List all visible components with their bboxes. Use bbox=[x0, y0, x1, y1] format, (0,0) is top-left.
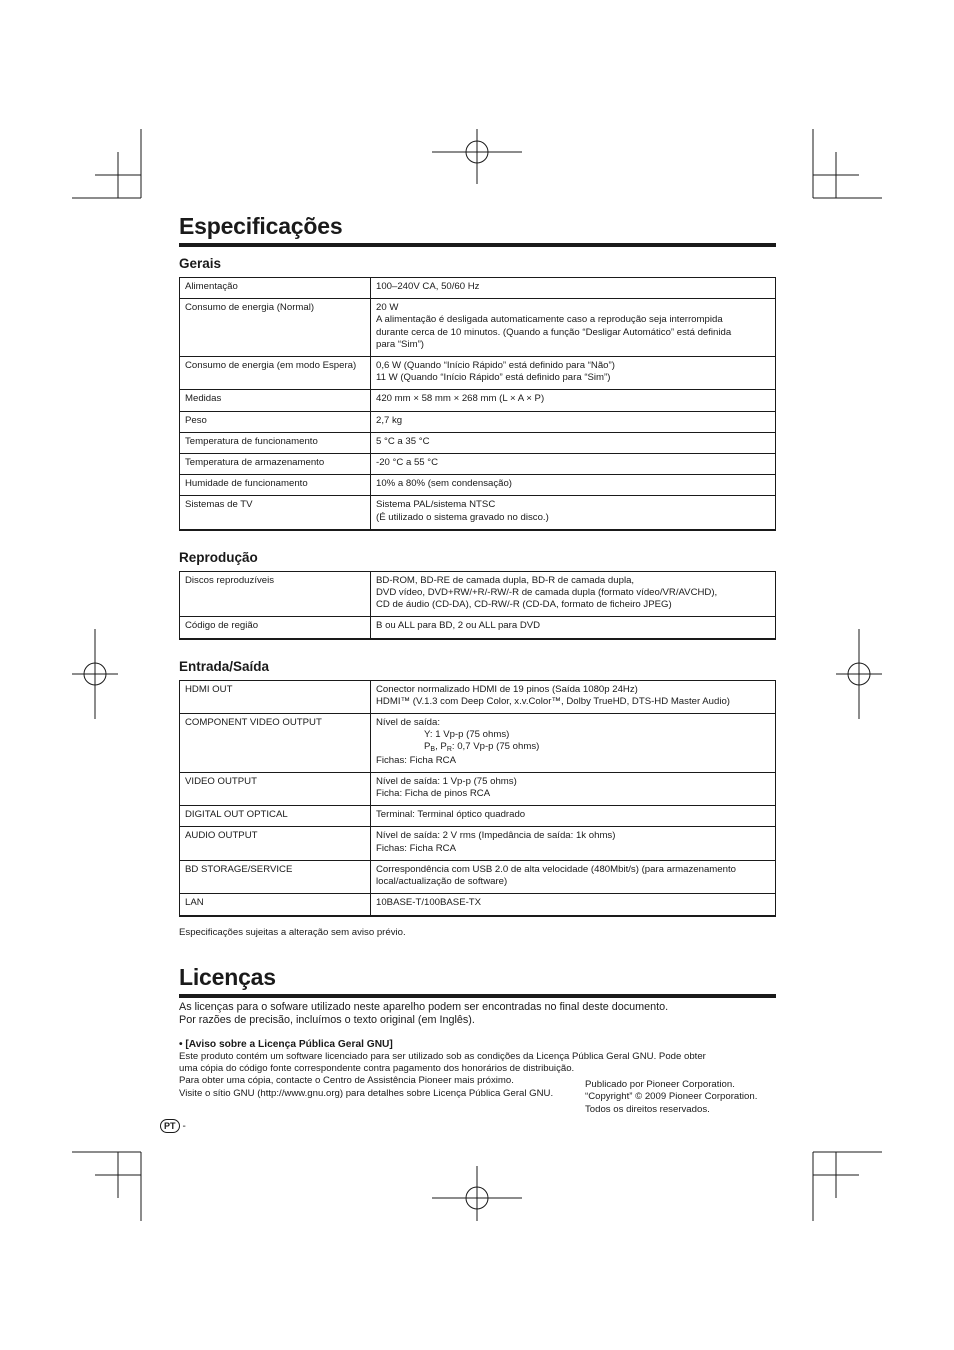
publisher-block bbox=[585, 1079, 757, 1116]
spec-value bbox=[371, 432, 776, 453]
value-line: 10% a 80% (sem condensação) bbox=[376, 478, 512, 490]
licencas-title: Licenças bbox=[179, 962, 776, 998]
pb-subscript: B bbox=[430, 746, 436, 754]
spec-value bbox=[371, 806, 776, 827]
table-row bbox=[180, 475, 776, 496]
spec-key: Sistemas de TV bbox=[180, 496, 371, 530]
spec-value bbox=[371, 278, 776, 299]
value-line: 10BASE-T/100BASE-TX bbox=[376, 897, 482, 909]
value-line: DVD vídeo, DVD+RW/+R/-RW/-R de camada dupla (formato vídeo/VR/AVCHD), bbox=[376, 587, 718, 599]
spec-value bbox=[371, 571, 776, 617]
pr-letter: , P bbox=[435, 741, 447, 753]
spec-key: COMPONENT VIDEO OUTPUT bbox=[180, 714, 371, 773]
value-line: Nível de saída: 1 Vp-p (75 ohms) bbox=[376, 775, 517, 787]
spec-key: Consumo de energia (Normal) bbox=[180, 299, 371, 357]
value-line: 2,7 kg bbox=[376, 414, 403, 426]
spec-key: AUDIO OUTPUT bbox=[180, 827, 371, 860]
value-line: 420 mm × 58 mm × 268 mm (L × A × P) bbox=[376, 393, 545, 405]
spec-key: Temperatura de funcionamento bbox=[180, 432, 371, 453]
spec-key: Medidas bbox=[180, 390, 371, 411]
table-row bbox=[180, 714, 776, 773]
entrada-heading: Entrada/Saída bbox=[179, 658, 270, 674]
value-line: Y: 1 Vp-p (75 ohms) bbox=[424, 729, 510, 741]
spec-key: Alimentação bbox=[180, 278, 371, 299]
value-line: 100–240V CA, 50/60 Hz bbox=[376, 281, 480, 292]
page-number-suffix: - bbox=[182, 1120, 186, 1132]
table-row bbox=[180, 411, 776, 432]
spec-value bbox=[371, 680, 776, 713]
value-line: Ficha: Ficha de pinos RCA bbox=[376, 788, 491, 800]
table-row bbox=[180, 860, 776, 893]
gerais-table-body bbox=[180, 278, 776, 530]
spec-key: Consumo de energia (em modo Espera) bbox=[180, 357, 371, 390]
spec-value bbox=[371, 496, 776, 530]
table-row bbox=[180, 571, 776, 617]
table-row bbox=[180, 894, 776, 916]
spec-key: Peso bbox=[180, 411, 371, 432]
pb-letter: P bbox=[424, 741, 431, 753]
value-line: Fichas: Ficha RCA bbox=[376, 842, 456, 854]
gerais-table bbox=[179, 277, 776, 531]
spec-key: Código de região bbox=[180, 617, 371, 639]
spec-value bbox=[371, 475, 776, 496]
table-row bbox=[180, 357, 776, 390]
page-language-badge bbox=[160, 1119, 186, 1133]
value-line: HDMI™ (V.1.3 com Deep Color, x.v.Color™, Dolby TrueHD, DTS-HD Master Audio) bbox=[376, 695, 731, 707]
value-line: -20 °C a 55 °C bbox=[376, 457, 439, 469]
table-row bbox=[180, 617, 776, 639]
spec-value bbox=[371, 299, 776, 357]
value-line: Sistema PAL/sistema NTSC bbox=[376, 499, 496, 511]
table-row bbox=[180, 278, 776, 299]
value-line: Nível de saída: bbox=[376, 717, 440, 729]
gnu-heading: • [Aviso sobre a Licença Pública Geral GNU] bbox=[179, 1038, 393, 1050]
value-line: Fichas: Ficha RCA bbox=[376, 754, 456, 766]
spec-key: Discos reproduzíveis bbox=[180, 571, 371, 617]
value-line: CD de áudio (CD-DA), CD-RW/-R (CD-DA, formato de ficheiro JPEG) bbox=[376, 599, 672, 611]
entrada-table-body bbox=[180, 680, 776, 772]
value-line: B ou ALL para BD, 2 ou ALL para DVD bbox=[376, 620, 541, 632]
spec-key: BD STORAGE/SERVICE bbox=[180, 860, 371, 893]
spec-value bbox=[371, 860, 776, 893]
spec-value bbox=[371, 390, 776, 411]
spec-note: Especificações sujeitas a alteração sem aviso prévio. bbox=[179, 926, 406, 938]
spec-value bbox=[371, 714, 776, 773]
value-line: 11 W (Quando “Início Rápido” está definido para “Sim”) bbox=[376, 372, 611, 384]
p-value: : 0,7 Vp-p (75 ohms) bbox=[451, 741, 540, 753]
value-line: A alimentação é desligada automaticamente caso a reprodução seja interrompida bbox=[376, 314, 723, 326]
value-line bbox=[376, 741, 770, 754]
entrada-table bbox=[179, 680, 776, 917]
value-line: durante cerca de 10 minutos. (Quando a função “Desligar Automático” está definida bbox=[376, 326, 732, 338]
table-row bbox=[180, 299, 776, 357]
value-line: Nível de saída: 2 V rms (Impedância de saída: 1k ohms) bbox=[376, 830, 616, 842]
spec-value bbox=[371, 357, 776, 390]
language-code: PT bbox=[160, 1119, 180, 1133]
value-line: Correspondência com USB 2.0 de alta velocidade (480Mbit/s) (para armazenamento bbox=[376, 863, 736, 875]
value-line: (É utilizado o sistema gravado no disco.) bbox=[376, 511, 549, 523]
table-row bbox=[180, 454, 776, 475]
spec-key: Humidade de funcionamento bbox=[180, 475, 371, 496]
spec-key: DIGITAL OUT OPTICAL bbox=[180, 806, 371, 827]
spec-value bbox=[371, 827, 776, 860]
spec-title: Especificações bbox=[179, 211, 776, 247]
gerais-heading: Gerais bbox=[179, 256, 222, 271]
value-line: 5 °C a 35 °C bbox=[376, 435, 430, 447]
value-line: Conector normalizado HDMI de 19 pinos (Saída 1080p 24Hz) bbox=[376, 683, 638, 695]
gnu-line: Para obter uma cópia, contacte o Centro de Assistência Pioneer mais próximo. bbox=[179, 1075, 514, 1087]
intro-line: Por razões de precisão, incluímos o texto original (em Inglês). bbox=[179, 1013, 475, 1026]
spec-value bbox=[371, 454, 776, 475]
spec-value bbox=[371, 894, 776, 916]
licencas-intro bbox=[179, 1001, 776, 1027]
spec-value bbox=[371, 411, 776, 432]
value-line: 0,6 W (Quando “Início Rápido” está definido para “Não”) bbox=[376, 360, 615, 372]
entrada-table-body-rest bbox=[180, 772, 776, 915]
spec-key: VIDEO OUTPUT bbox=[180, 772, 371, 805]
spec-value bbox=[371, 617, 776, 639]
reproducao-heading: Reprodução bbox=[179, 549, 258, 565]
table-row bbox=[180, 806, 776, 827]
gnu-line: Visite o sítio GNU (http://www.gnu.org) para detalhes sobre Licença Pública Geral GNU. bbox=[179, 1087, 554, 1099]
value-line: local/actualização de software) bbox=[376, 876, 508, 888]
spec-key: LAN bbox=[180, 894, 371, 916]
table-row bbox=[180, 390, 776, 411]
gnu-line: uma cópia do código fonte correspondente contra pagamento dos honorários de distribuição. bbox=[179, 1062, 575, 1074]
value-line: BD-ROM, BD-RE de camada dupla, BD-R de camada dupla, bbox=[376, 574, 635, 586]
table-row bbox=[180, 772, 776, 805]
intro-line: As licenças para o sofware utilizado neste aparelho podem ser encontradas no final deste documento. bbox=[179, 1000, 669, 1013]
publisher-line: Todos os direitos reservados. bbox=[585, 1103, 710, 1115]
reproducao-table bbox=[179, 571, 776, 640]
spec-key: Temperatura de armazenamento bbox=[180, 454, 371, 475]
pr-subscript: R bbox=[446, 746, 452, 754]
page-content bbox=[179, 211, 776, 1100]
publisher-line: “Copyright” © 2009 Pioneer Corporation. bbox=[585, 1091, 758, 1103]
spec-value bbox=[371, 772, 776, 805]
table-row bbox=[180, 680, 776, 713]
value-line: para “Sim”) bbox=[376, 338, 424, 350]
value-line: 20 W bbox=[376, 302, 399, 314]
table-row bbox=[180, 827, 776, 860]
spec-key: HDMI OUT bbox=[180, 680, 371, 713]
gnu-line: Este produto contém um software licenciado para ser utilizado sob as condições da Licença Pública Geral GNU. Pode obter bbox=[179, 1050, 706, 1062]
table-row bbox=[180, 496, 776, 530]
publisher-line: Publicado por Pioneer Corporation. bbox=[585, 1079, 735, 1090]
table-row bbox=[180, 432, 776, 453]
reproducao-table-body bbox=[180, 571, 776, 638]
value-line: Terminal: Terminal óptico quadrado bbox=[376, 809, 526, 821]
